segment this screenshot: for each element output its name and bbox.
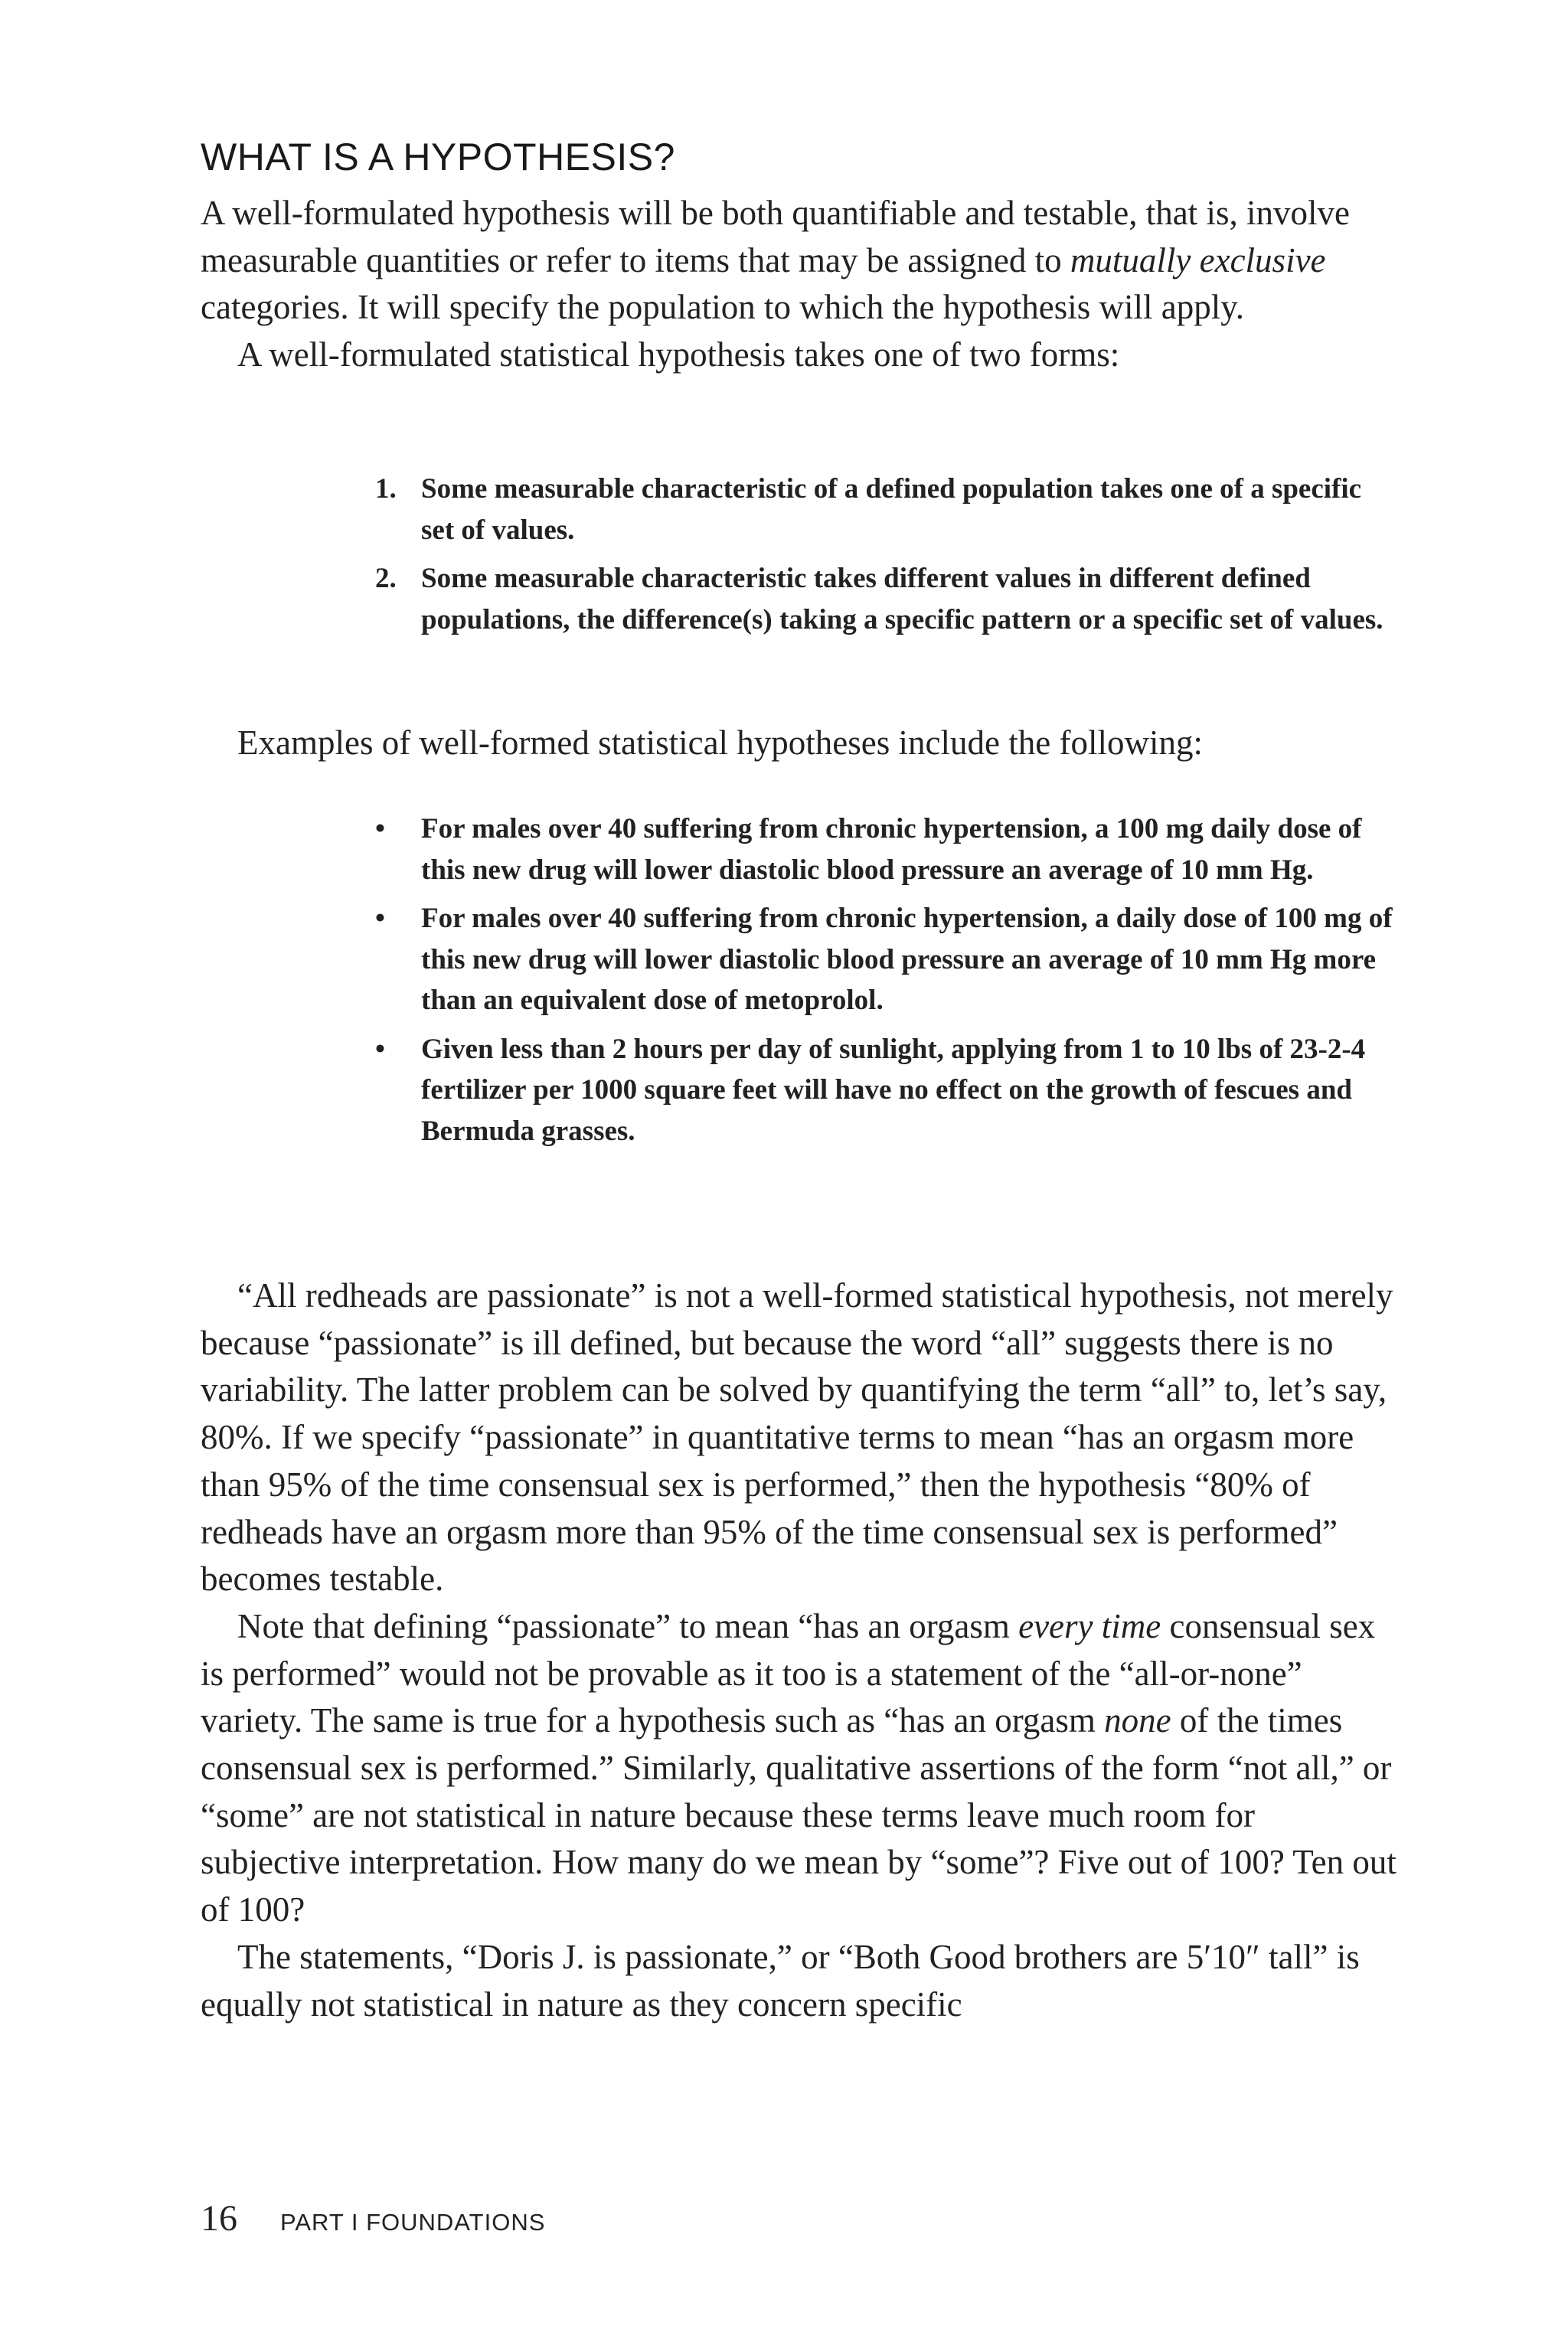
list-item: • For males over 40 suffering from chronic hypertension, a daily dose of 100 mg of this new drug will lower diastolic blood pressure an average of 10 mm Hg more than an equivalent dose of metoprolol. bbox=[375, 898, 1393, 1021]
intro-block bbox=[201, 190, 1403, 379]
list-number: 1. bbox=[375, 473, 397, 505]
section-heading: WHAT IS A HYPOTHESIS? bbox=[201, 136, 675, 178]
bullet-icon: • bbox=[375, 813, 385, 844]
running-head: PART I FOUNDATIONS bbox=[280, 2209, 546, 2236]
page-number: 16 bbox=[201, 2198, 237, 2239]
body-paragraph: “All redheads are passionate” is not a well-formed statistical hypothesis, not merely because “passionate” is ill defined, but because the word “all” suggests there is no variability. The latter problem can be solved by quantifying the term “all” to, let’s say, 80%. If we specify “passionate” in quantitative terms to mean “has an orgasm more than 95% of the time consensual sex is performed,” then the hypothesis “80% of redheads have an orgasm more than 95% of the time consensual sex is performed” becomes testable. bbox=[201, 1276, 1393, 1599]
intro-paragraph: A well-formulated hypothesis will be both quantifiable and testable, that is, involve measurable quantities or refer to items that may be assigned to mutually exclusive categories. It will specify the population to which the hypothesis will apply. bbox=[201, 194, 1350, 327]
body-paragraph: The statements, “Doris J. is passionate,” or “Both Good brothers are 5′10″ tall” is equally not statistical in nature as they concern specific bbox=[201, 1937, 1360, 2024]
discussion-block bbox=[201, 1272, 1403, 2028]
list-item: 2. Some measurable characteristic takes different values in different defined populations, the difference(s) taking a specific pattern or a specific set of values. bbox=[375, 558, 1393, 640]
bullet-icon: • bbox=[375, 903, 385, 934]
italic-term: every time bbox=[1018, 1606, 1161, 1645]
list-number: 2. bbox=[375, 563, 397, 594]
examples-list bbox=[375, 808, 1393, 1152]
list-item: • For males over 40 suffering from chronic hypertension, a 100 mg daily dose of this new drug will lower diastolic blood pressure an average of 10 mm Hg. bbox=[375, 808, 1393, 890]
page-footer bbox=[201, 2197, 545, 2239]
bullet-icon: • bbox=[375, 1033, 385, 1065]
body-paragraph: Note that defining “passionate” to mean “has an orgasm every time consensual sex is performed” would not be provable as it too is a statement of the “all-or-none” variety. The same is true for a hypothesis such as “has an orgasm none of the times consensual sex is performed.” Similarly, qualitative assertions of the form “not all,” or “some” are not statistical in nature because these terms leave much room for subjective interpretation. How many do we mean by “some”? Five out of 100? Ten out of 100? bbox=[201, 1606, 1396, 1929]
forms-list bbox=[375, 469, 1393, 640]
forms-intro-paragraph: A well-formulated statistical hypothesis takes one of two forms: bbox=[237, 335, 1120, 374]
italic-term: mutually exclusive bbox=[1070, 240, 1326, 279]
list-item: 1. Some measurable characteristic of a defined population takes one of a specific set of values. bbox=[375, 469, 1393, 550]
examples-intro-paragraph: Examples of well-formed statistical hypotheses include the following: bbox=[237, 724, 1203, 762]
list-item: • Given less than 2 hours per day of sunlight, applying from 1 to 10 lbs of 23-2-4 fertilizer per 1000 square feet will have no effect on the growth of fescues and Bermuda grasses. bbox=[375, 1029, 1393, 1152]
italic-term: none bbox=[1104, 1701, 1171, 1740]
examples-intro-block bbox=[201, 720, 1403, 767]
